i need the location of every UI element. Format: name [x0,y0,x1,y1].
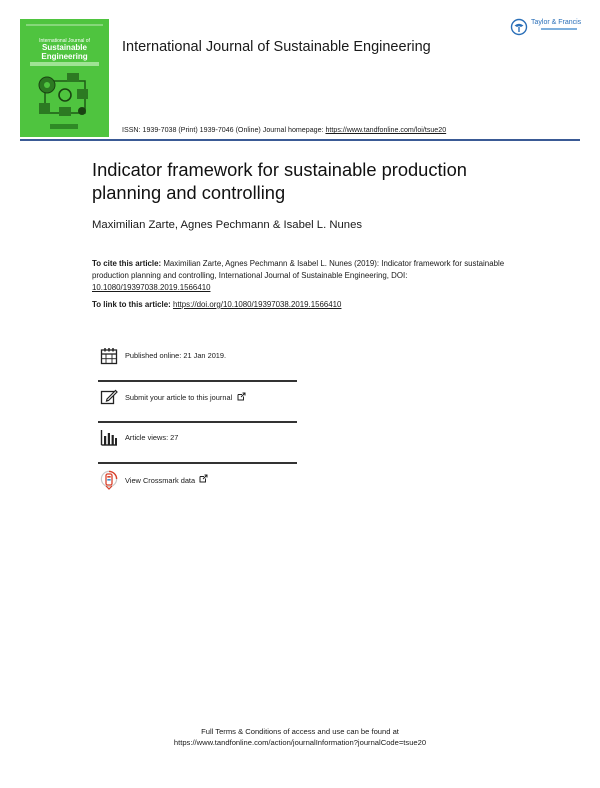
published-online-text: Published online: 21 Jan 2019. [125,351,227,360]
footer [0,726,600,748]
article-views-row [98,429,297,449]
header-divider [20,139,580,141]
submit-article-link[interactable] [125,392,246,402]
article-title: Indicator framework for sustainable production planning and controlling [92,159,467,203]
crossmark-link[interactable] [125,474,208,485]
cover-title [23,39,106,61]
citation-label: To cite this article: [92,259,162,268]
publisher-logo-text: Taylor & Francis [531,19,582,26]
cover-title-line1: International Journal of [39,38,90,44]
meta-divider [98,380,297,382]
issn-line [122,126,446,134]
citation-block [92,258,512,293]
journal-homepage-link[interactable]: https://www.tandfonline.com/loi/tsue20 [325,126,447,134]
external-link-icon [199,474,208,483]
meta-divider [98,462,297,464]
crossmark-icon [100,470,118,490]
cover-publisher-mark [50,124,78,129]
cover-title-line2: Sustainable Engineering [41,43,88,61]
journal-cover-image[interactable] [20,19,109,137]
submit-article-row[interactable] [98,388,297,408]
journal-title: International Journal of Sustainable Engineering [122,39,431,55]
crossmark-row[interactable] [98,470,297,490]
article-link-line [92,300,341,309]
cover-top-line [26,24,103,26]
publisher-logo-tagline [541,28,577,30]
citation-text: Maximilian Zarte, Agnes Pechmann & Isabel L. Nunes (2019): Indicator framework for sustainable production planning and controlling, International Journal of Sustainable Engineering, DOI: [92,259,505,280]
published-online-row [98,347,297,367]
publisher-logo-icon [510,18,530,36]
footer-terms-link[interactable]: https://www.tandfonline.com/action/journalInformation?journalCode=tsue20 [173,738,427,748]
bar-chart-icon [100,429,118,447]
cover-illustration-icon [37,71,93,121]
article-link-label: To link to this article: [92,300,173,309]
crossmark-text: View Crossmark data [125,476,196,485]
article-views-text: Article views: 27 [125,433,179,442]
doi-link[interactable]: 10.1080/19397038.2019.1566410 [92,282,211,292]
article-link-url[interactable]: https://doi.org/10.1080/19397038.2019.1566410 [172,300,342,309]
calendar-icon [100,347,118,365]
footer-terms-text: Full Terms & Conditions of access and use can be found at [201,727,399,736]
meta-divider [98,421,297,423]
submit-article-text: Submit your article to this journal [125,393,233,402]
edit-icon [100,388,118,406]
external-link-icon [237,392,246,401]
article-authors: Maximilian Zarte, Agnes Pechmann & Isabel L. Nunes [92,219,363,231]
cover-subtitle-bar [30,62,99,66]
issn-text: ISSN: 1939-7038 (Print) 1939-7046 (Online) Journal homepage: [122,126,326,134]
